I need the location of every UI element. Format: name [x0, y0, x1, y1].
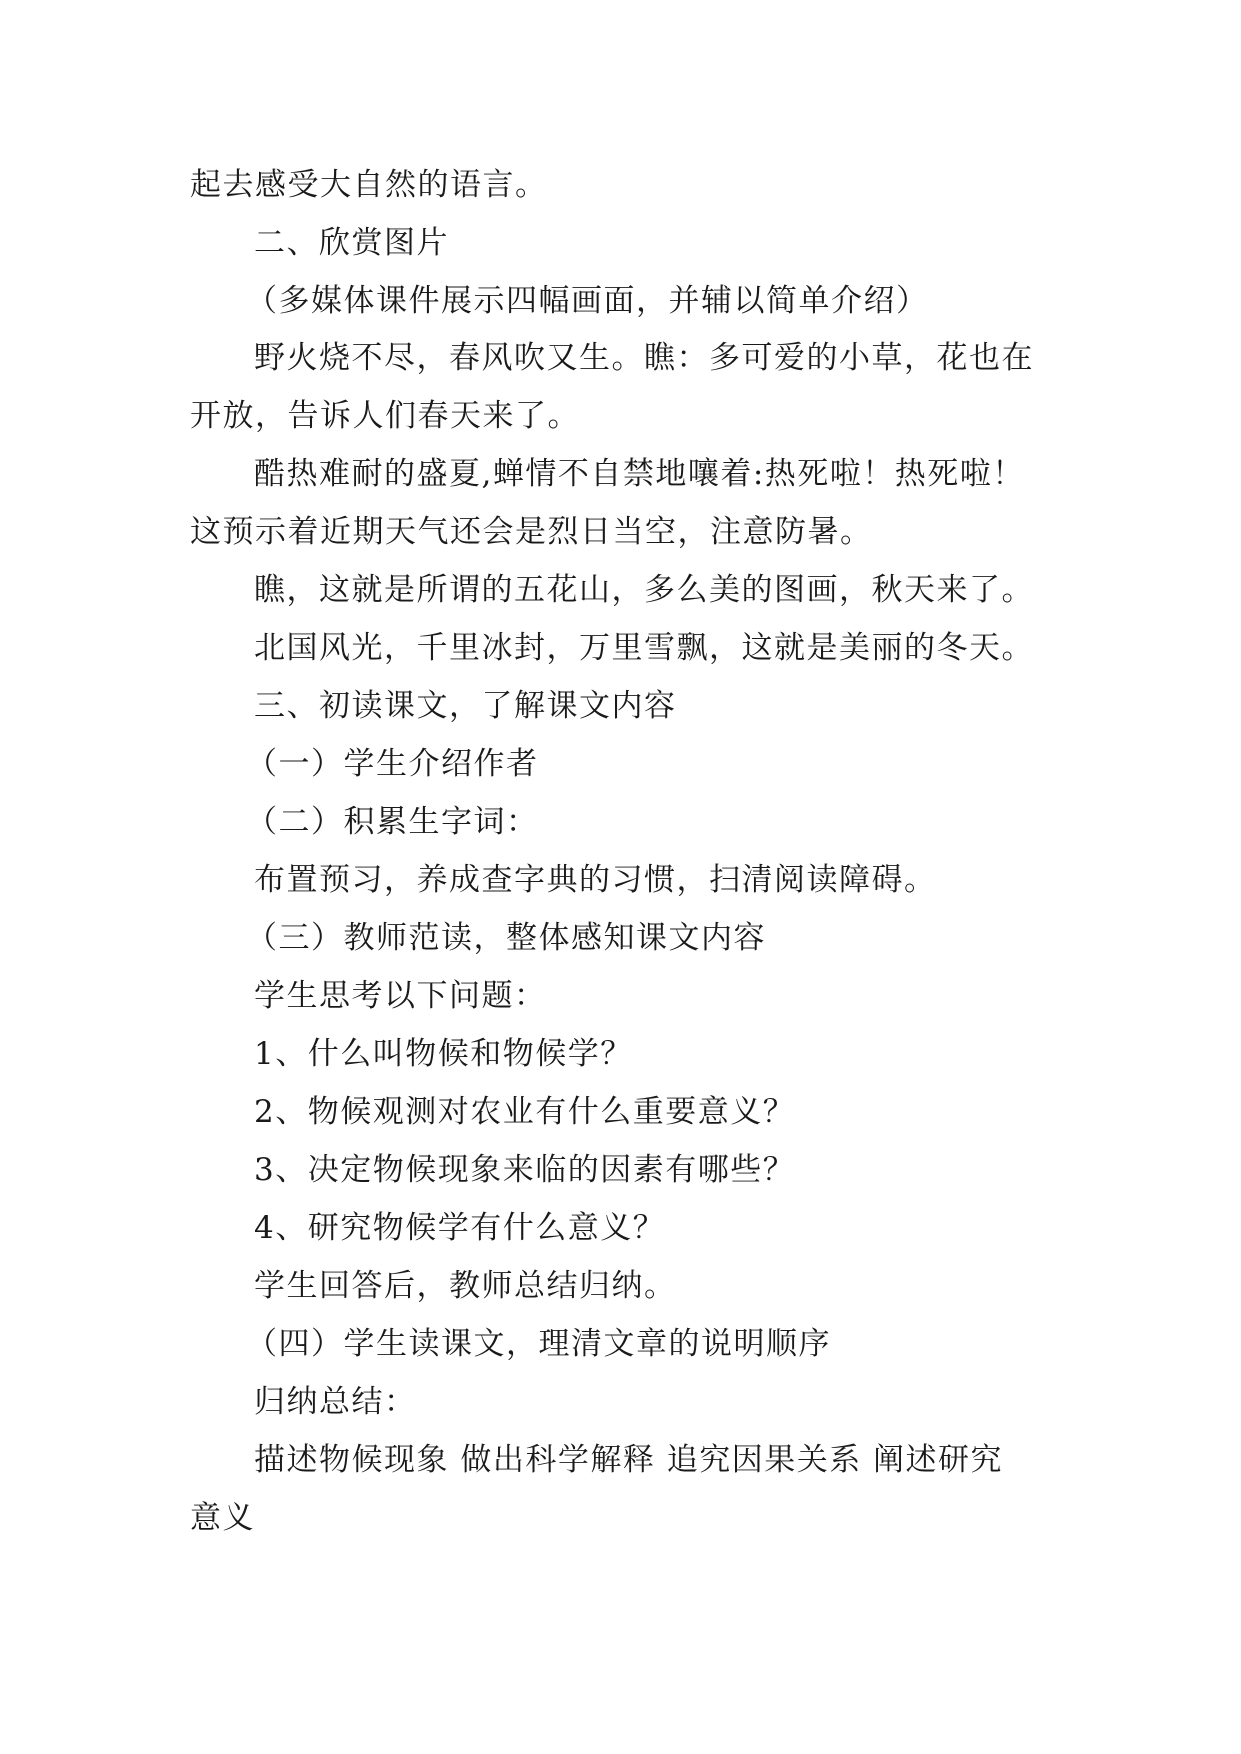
section-heading: 二、欣赏图片 — [254, 225, 449, 261]
list-item: 4、研究物候学有什么意义？ — [254, 1210, 666, 1246]
text-line: 布置预习，养成查字典的习惯，扫清阅读障碍。 — [254, 862, 937, 898]
list-item: 1、什么叫物候和物候学？ — [254, 1036, 633, 1072]
text-line: 学生思考以下问题： — [254, 978, 547, 1014]
subsection-heading: （一）学生介绍作者 — [246, 746, 539, 782]
section-heading: 三、初读课文，了解课文内容 — [254, 688, 677, 724]
text-line: 意义 — [190, 1500, 255, 1536]
subsection-heading: （四）学生读课文，理清文章的说明顺序 — [246, 1326, 831, 1362]
text-line: 起去感受大自然的语言。 — [190, 167, 548, 203]
text-line: 北国风光，千里冰封，万里雪飘，这就是美丽的冬天。 — [254, 630, 1034, 666]
text-line: 描述物候现象 做出科学解释 追究因果关系 阐述研究 — [254, 1442, 1004, 1478]
list-item: 2、物候观测对农业有什么重要意义？ — [254, 1094, 796, 1130]
text-line: 瞧，这就是所谓的五花山，多么美的图画，秋天来了。 — [254, 572, 1034, 608]
list-item: 3、决定物候现象来临的因素有哪些？ — [254, 1152, 796, 1188]
subsection-heading: （三）教师范读，整体感知课文内容 — [246, 920, 766, 956]
text-line: 开放，告诉人们春天来了。 — [190, 398, 580, 434]
text-line: 野火烧不尽，春风吹又生。瞧：多可爱的小草，花也在 — [254, 340, 1034, 376]
text-line: 学生回答后，教师总结归纳。 — [254, 1268, 677, 1304]
subsection-heading: （二）积累生字词： — [246, 804, 539, 840]
text-line: 这预示着近期天气还会是烈日当空，注意防暑。 — [190, 514, 873, 550]
text-line: （多媒体课件展示四幅画面，并辅以简单介绍） — [246, 283, 929, 319]
text-line: 酷热难耐的盛夏,蝉情不自禁地嚷着:热死啦！热死啦！ — [254, 456, 1025, 492]
text-line: 归纳总结： — [254, 1384, 417, 1420]
